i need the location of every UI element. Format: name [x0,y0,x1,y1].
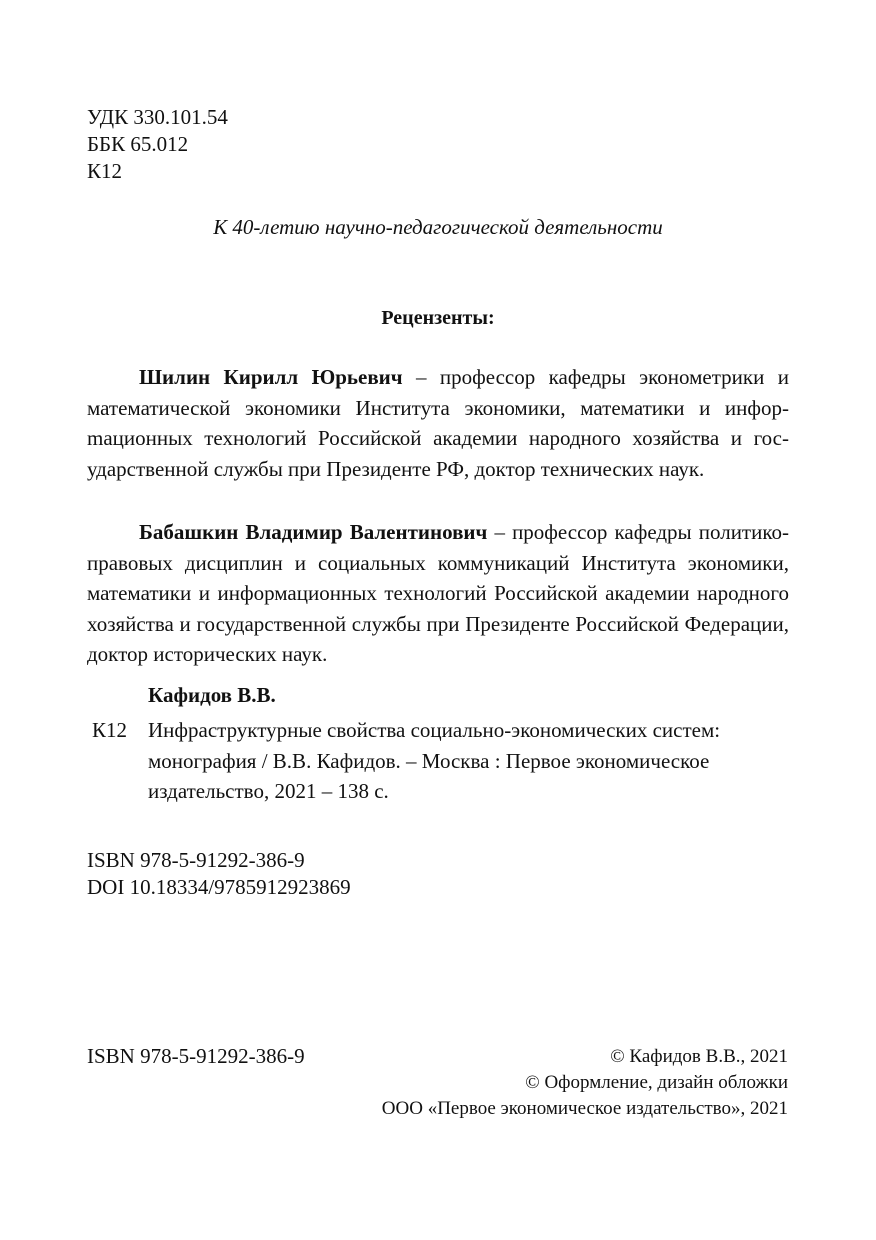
author-mark: К12 [87,159,123,183]
identifiers [87,847,351,901]
reviewer-name: Бабашкин Владимир Валентинович [139,520,488,544]
bibliography-line: монография / В.В. Кафидов. – Москва : Первое экономическое [148,748,710,773]
isbn: ISBN 978-5-91292-386-9 [87,848,305,872]
bibliography-author: Кафидов В.В. [148,683,276,707]
reviewer-entry [87,517,789,670]
copyright-line: © Кафидов В.В., 2021 [610,1046,788,1067]
reviewer-description: – профессор кафедры политико-правовых дисциплин и социальных коммуникаций Института экономики, математики и информационных технологий Российской академии народного хозяйства и государственной службы при Президенте Российской Федерации, доктор исторических наук. [87,520,789,666]
copyright-line: ООО «Первое экономическое издательство», 2021 [381,1098,788,1119]
bibliography-code: К12 [92,718,128,742]
reviewer-name: Шилин Кирилл Юрьевич [139,365,403,389]
reviewer-description: – профессор кафедры эконометрики и математической экономики Института экономики, математики и инфорmационных технологий Российской академии народного хозяйства и государственной службы при Президенте РФ, доктор технических наук. [87,365,789,481]
bibliography-line: издательство, 2021 – 138 с. [148,779,389,803]
copyright-line: © Оформление, дизайн обложки [525,1072,788,1093]
udk-code: УДК 330.101.54 [87,105,228,129]
bibliography-line: Инфраструктурные свойства социально-экономических систем: [148,718,721,742]
bbk-code: ББК 65.012 [87,132,189,156]
copyright-block [382,1044,788,1122]
reviewer-entry [87,362,789,484]
dedication: К 40-летию научно-педагогической деятельности [213,215,663,239]
bibliography-description [148,715,798,807]
footer-isbn: ISBN 978-5-91292-386-9 [87,1044,305,1068]
classification-codes [87,104,228,185]
reviewers-heading: Рецензенты: [381,307,495,329]
doi: DOI 10.18334/9785912923869 [87,875,351,899]
